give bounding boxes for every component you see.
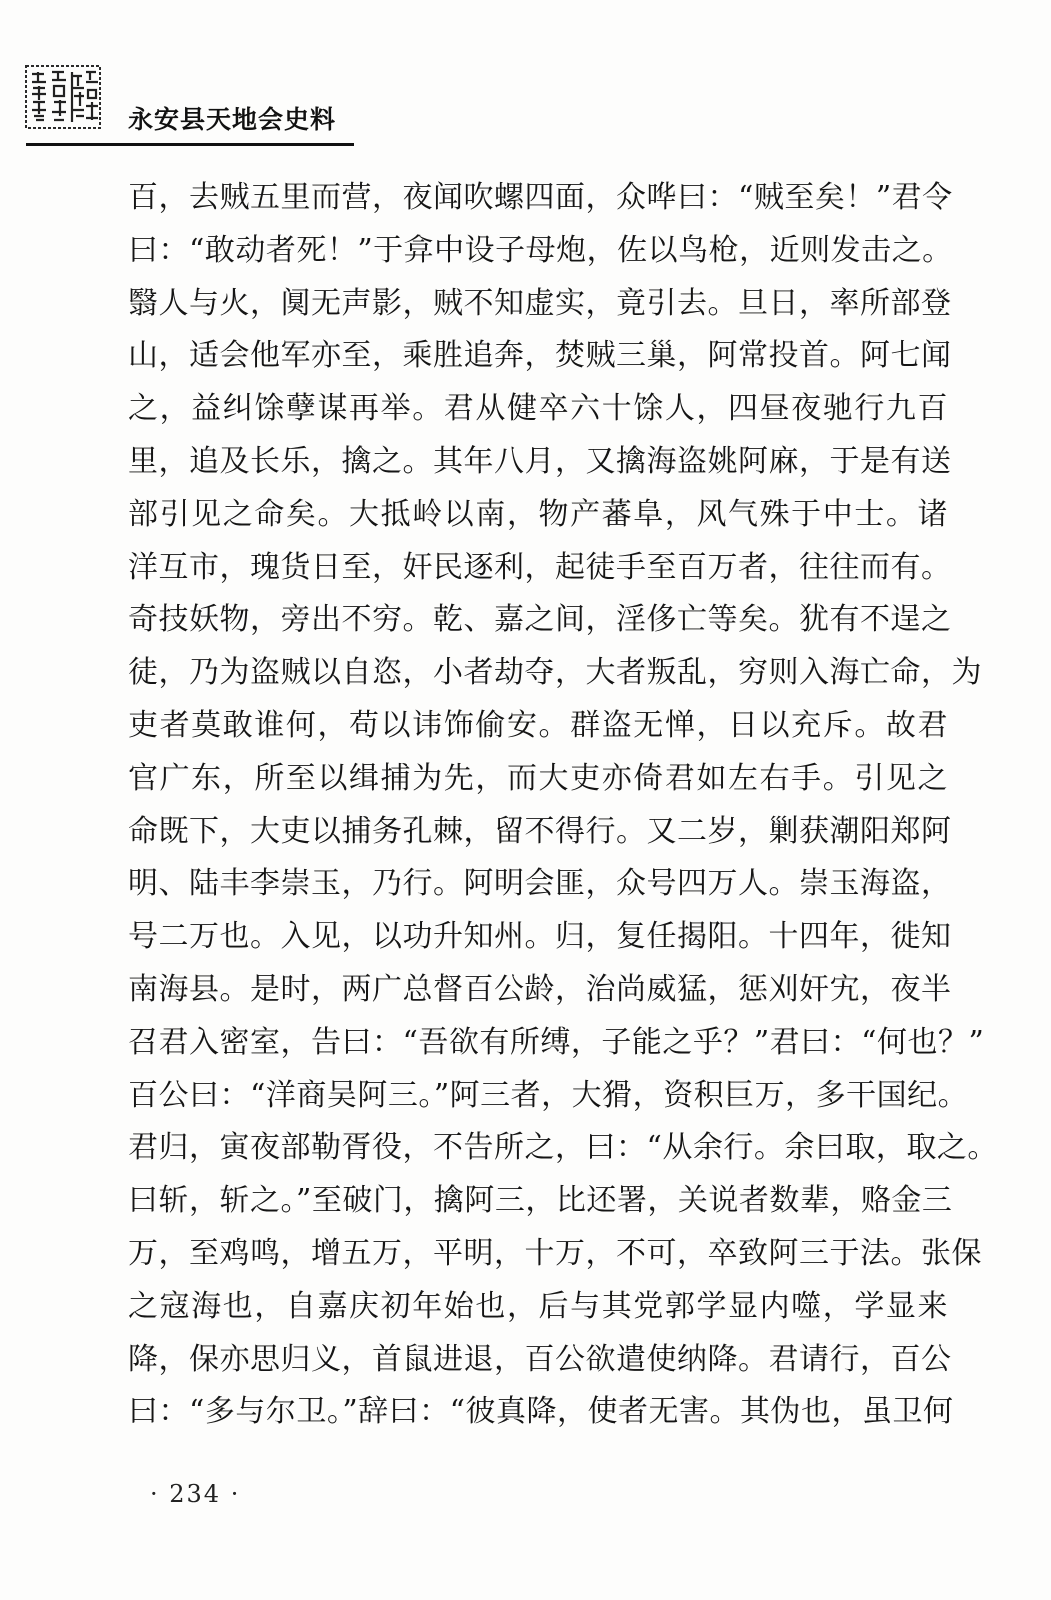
page-number: · 234 · [150, 1480, 241, 1508]
text-line: 百公曰：“洋商吴阿三。”阿三者，大猾，资积巨万，多干国纪。 [128, 1077, 969, 1113]
header-rule [26, 143, 354, 146]
text-line: 曰：“多与尔卫。”辞曰：“彼真降，使者无害。其伪也，虽卫何 [128, 1394, 954, 1430]
text-line: 明、陆丰李崇玉，乃行。阿明会匪，众号四万人。崇玉海盗， [128, 866, 952, 902]
text-line: 之寇海也，自嘉庆初年始也，后与其党郭学显内噬，学显来 [128, 1288, 948, 1324]
body-text [128, 172, 998, 1439]
text-line: 翳人与火，阒无声影，贼不知虚实，竟引去。旦日，率所部登 [128, 285, 952, 321]
text-line: 徒，乃为盗贼以自恣，小者劫夺，大者叛乱，穷则入海亡命，为 [128, 655, 982, 691]
text-line: 号二万也。入见，以功升知州。归，复任揭阳。十四年，徙知 [128, 919, 952, 955]
text-line: 官广东，所至以缉捕为先，而大吏亦倚君如左右手。引见之 [128, 760, 948, 796]
text-line: 部引见之命矣。大抵岭以南，物产蕃阜，风气殊于中士。诸 [128, 496, 948, 532]
seal-stamp-icon [24, 62, 102, 132]
text-line: 奇技妖物，旁出不穷。乾、嘉之间，淫侈亡等矣。犹有不逞之 [128, 602, 952, 638]
text-line: 万，至鸡鸣，增五万，平明，十万，不可，卒致阿三于法。张保 [128, 1235, 982, 1271]
text-line: 曰：“敢动者死！”于弇中设子母炮，佐以鸟枪，近则发击之。 [128, 232, 953, 268]
text-line: 命既下，大吏以捕务孔棘，留不得行。又二岁，剿获潮阳郑阿 [128, 813, 952, 849]
text-line: 山，适会他军亦至，乘胜追奔，焚贼三巢，阿常投首。阿七闻 [128, 338, 952, 374]
text-line: 之，益纠馀孽谋再举。君从健卒六十馀人，四昼夜驰行九百 [128, 391, 948, 427]
text-line: 吏者莫敢谁何，苟以讳饰偷安。群盗无惮，日以充斥。故君 [128, 707, 948, 743]
text-line: 洋互市，瑰货日至，奸民逐利，起徒手至百万者，往往而有。 [128, 549, 952, 585]
text-line: 降，保亦思归义，首鼠进退，百公欲遣使纳降。君请行，百公 [128, 1341, 952, 1377]
running-header-title: 永安县天地会史料 [128, 105, 337, 134]
text-line: 召君入密室，告曰：“吾欲有所缚，子能之乎？”君曰：“何也？” [128, 1024, 985, 1060]
text-line: 里，追及长乐，擒之。其年八月，又擒海盗姚阿麻，于是有送 [128, 443, 952, 479]
text-line: 南海县。是时，两广总督百公龄，治尚威猛，惩刈奸宄，夜半 [128, 971, 952, 1007]
text-line: 曰斩，斩之。”至破门，擒阿三，比还署，关说者数辈，赂金三 [128, 1183, 953, 1219]
text-line: 百，去贼五里而营，夜闻吹螺四面，众哗曰：“贼至矣！”君令 [128, 180, 953, 215]
text-line: 君归，寅夜部勒胥役，不告所之，曰：“从余行。余曰取，取之。 [128, 1130, 998, 1166]
